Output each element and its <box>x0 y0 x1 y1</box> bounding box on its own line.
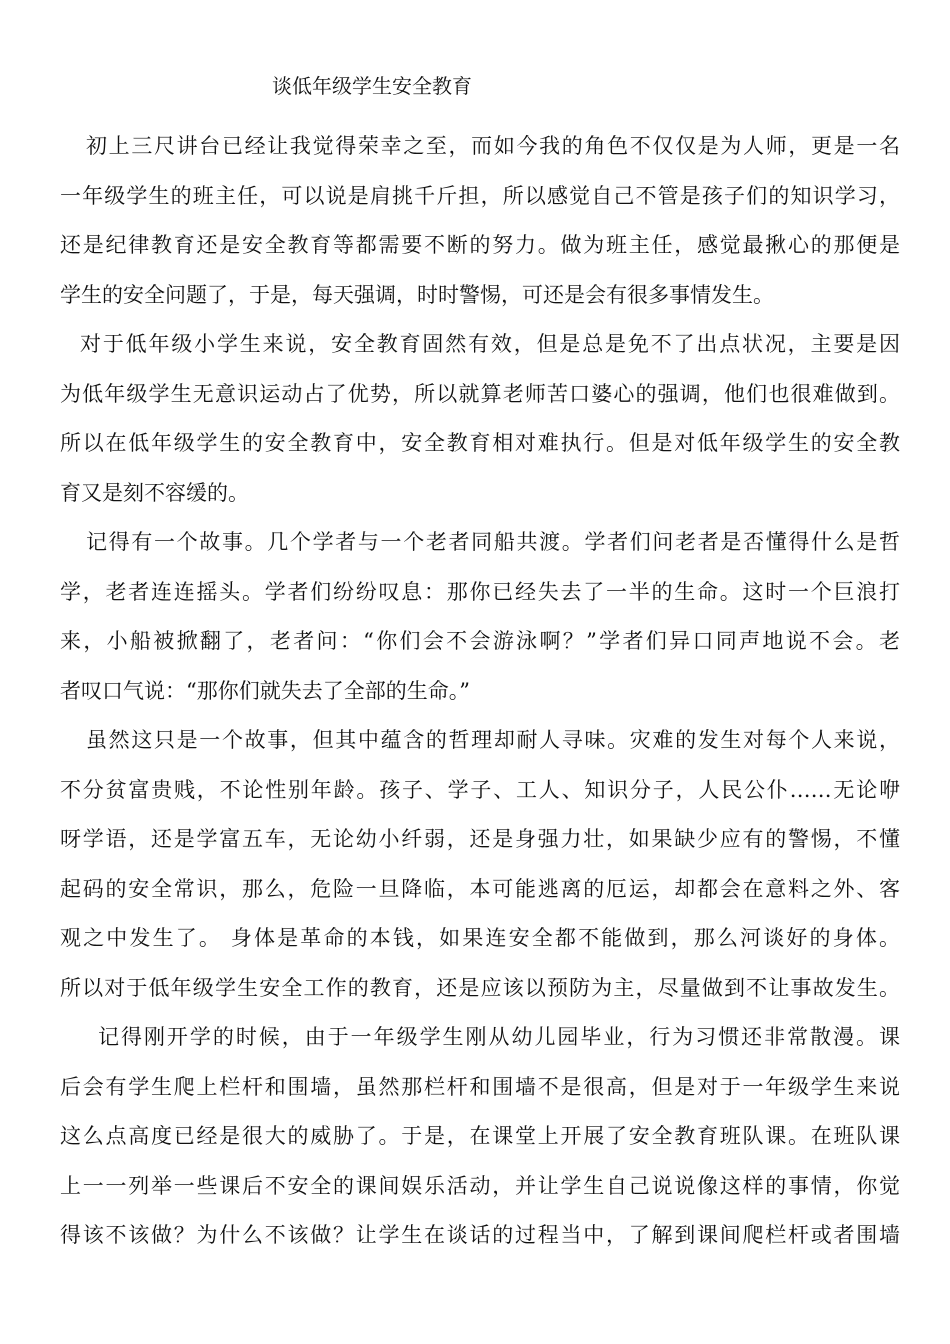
text-line: 后会有学生爬上栏杆和围墙，虽然那栏杆和围墙不是很高，但是对于一年级学生来说 <box>60 1074 900 1099</box>
text-line: 虽然这只是一个故事，但其中蕴含的哲理却耐人寻味。灾难的发生对每个人来说， <box>86 728 900 752</box>
text-line: 记得刚开学的时候，由于一年级学生刚从幼儿园毕业，行为习惯还非常散漫。课 <box>98 1025 900 1049</box>
paragraph-3 <box>60 518 900 716</box>
text-line: 一年级学生的班主任，可以说是肩挑千斤担，所以感觉自己不管是孩子们的知识学习， <box>60 183 900 208</box>
text-line: 所以对于低年级学生安全工作的教育，还是应该以预防为主，尽量做到不让事故发生。 <box>60 975 900 1000</box>
text-line: 这么点高度已经是很大的威胁了。于是，在课堂上开展了安全教育班队课。在班队课 <box>60 1124 900 1148</box>
paragraph-2 <box>60 320 900 518</box>
paragraph-4 <box>60 716 900 1013</box>
paragraph-5 <box>60 1013 900 1261</box>
document-body <box>60 122 900 1261</box>
text-line: 学生的安全问题了，于是，每天强调，时时警惕，可还是会有很多事情发生。 <box>60 282 774 307</box>
text-line: 上一一列举一些课后不安全的课间娱乐活动，并让学生自己说说像这样的事情，你觉 <box>60 1173 900 1198</box>
text-line: 为低年级学生无意识运动占了优势，所以就算老师苦口婆心的强调，他们也很难做到。 <box>60 381 900 406</box>
text-line: 所以在低年级学生的安全教育中，安全教育相对难执行。但是对低年级学生的安全教 <box>60 431 900 455</box>
document-title: 谈低年级学生安全教育 <box>272 74 472 98</box>
text-line: 育又是刻不容缓的。 <box>60 480 249 505</box>
text-line: 不分贫富贵贱，不论性别年龄。孩子、学子、工人、知识分子，人民公仆……无论咿 <box>60 777 900 802</box>
paragraph-1 <box>60 122 900 320</box>
text-line: 观之中发生了。 身体是革命的本钱，如果连安全都不能做到，那么河谈好的身体。 <box>60 926 900 950</box>
text-line: 学，老者连连摇头。学者们纷纷叹息：那你已经失去了一半的生命。这时一个巨浪打 <box>60 579 900 604</box>
text-line: 记得有一个故事。几个学者与一个老者同船共渡。学者们问老者是否懂得什么是哲 <box>86 530 900 554</box>
text-line: 得该不该做？为什么不该做？让学生在谈话的过程当中，了解到课间爬栏杆或者围墙 <box>60 1223 900 1247</box>
text-line: 初上三尺讲台已经让我觉得荣幸之至，而如今我的角色不仅仅是为人师，更是一名 <box>86 134 900 158</box>
text-line: 者叹口气说：“那你们就失去了全部的生命。” <box>60 678 470 703</box>
text-line: 呀学语，还是学富五车，无论幼小纤弱，还是身强力壮，如果缺少应有的警惕，不懂 <box>60 827 900 851</box>
text-line: 来，小船被掀翻了，老者问：“你们会不会游泳啊？”学者们异口同声地说不会。老 <box>60 629 900 653</box>
text-line: 还是纪律教育还是安全教育等都需要不断的努力。做为班主任，感觉最揪心的那便是 <box>60 233 900 257</box>
text-line: 起码的安全常识，那么，危险一旦降临，本可能逃离的厄运，却都会在意料之外、客 <box>60 876 900 901</box>
text-line: 对于低年级小学生来说，安全教育固然有效，但是总是免不了出点状况，主要是因 <box>80 332 900 356</box>
